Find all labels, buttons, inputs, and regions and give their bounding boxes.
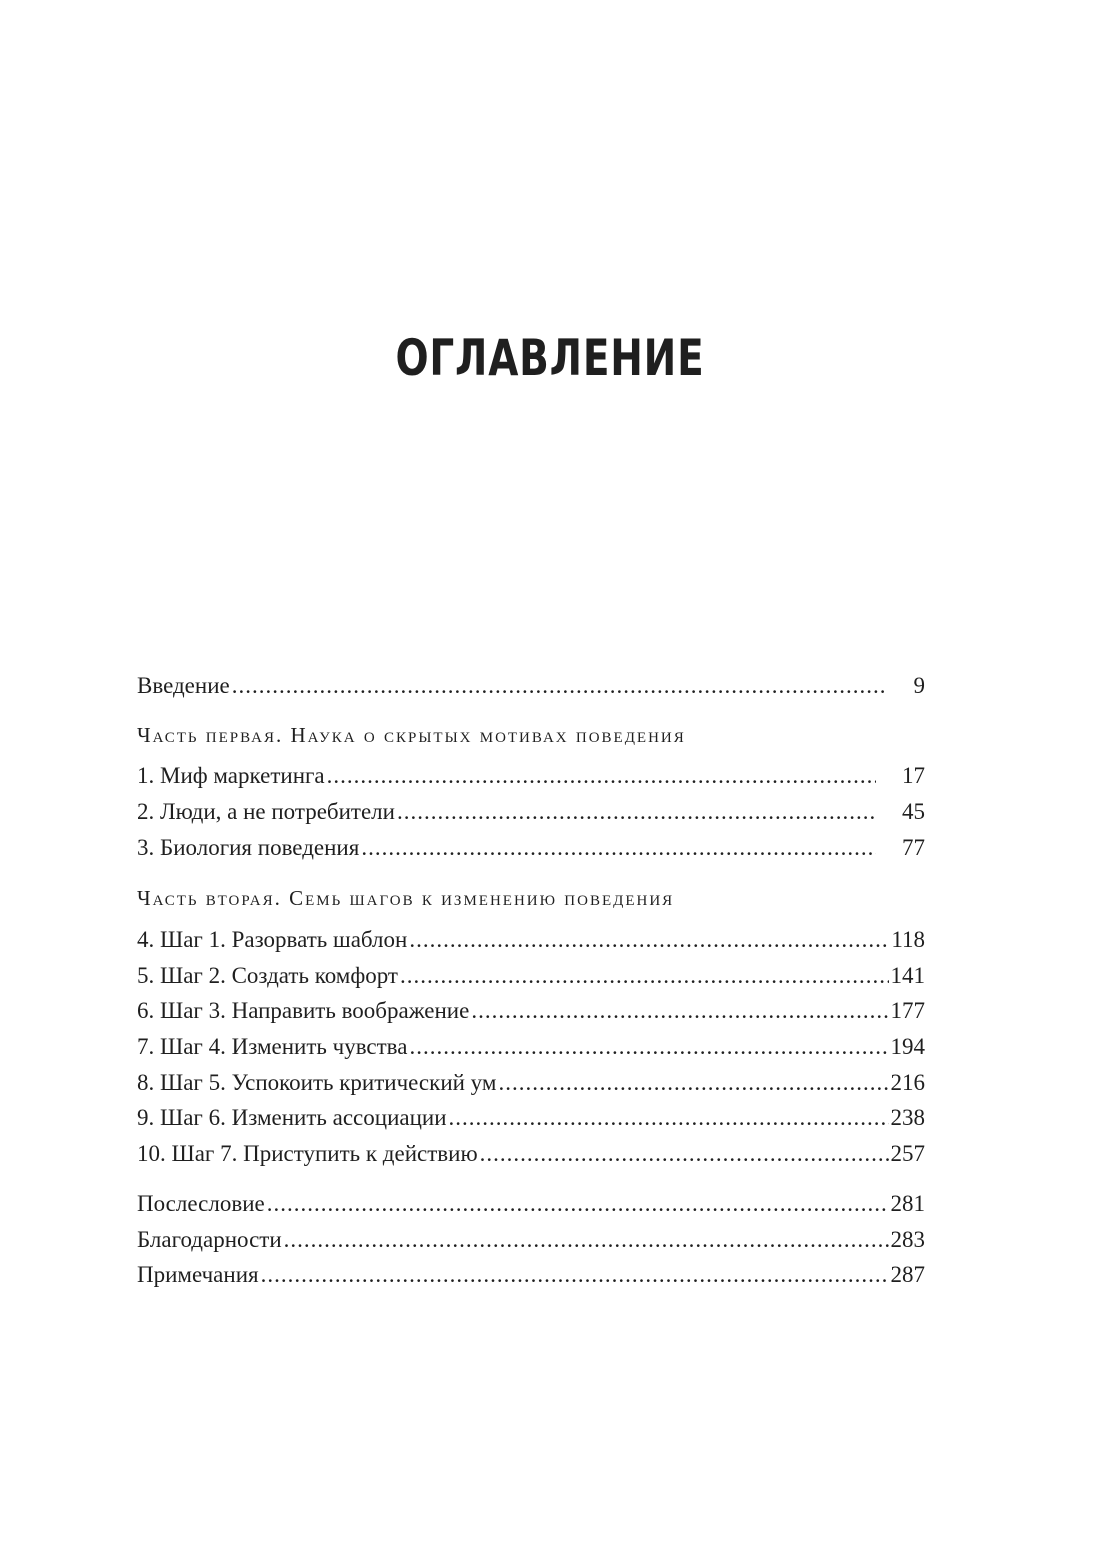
toc-entry-label: 3. Биология поведения xyxy=(137,835,360,860)
dot-leader xyxy=(267,1186,889,1222)
toc-entry-page: 118 xyxy=(891,927,925,952)
toc-entry-label: Введение xyxy=(137,673,230,698)
dot-leader xyxy=(409,922,889,958)
toc-entry-chapter-1[interactable] xyxy=(137,758,925,794)
toc-entry-label: 1. Миф маркетинга xyxy=(137,763,325,788)
toc-entry-chapter-8[interactable] xyxy=(137,1065,925,1101)
part-heading-first: Часть первая. Наука о скрытых мотивах поведения xyxy=(137,723,686,747)
toc-entry-acknowledgments[interactable] xyxy=(137,1222,925,1258)
table-of-contents xyxy=(137,0,925,1567)
dot-leader xyxy=(498,1065,888,1101)
toc-entry-introduction[interactable] xyxy=(137,668,925,704)
toc-entry-label: Благодарности xyxy=(137,1227,282,1252)
dot-leader xyxy=(284,1222,889,1258)
toc-entry-page: 17 xyxy=(902,763,925,788)
toc-entry-chapter-6[interactable] xyxy=(137,993,925,1029)
dot-leader xyxy=(327,758,876,794)
toc-entry-chapter-5[interactable] xyxy=(137,958,925,994)
dot-leader xyxy=(471,993,888,1029)
toc-entry-label: 6. Шаг 3. Направить воображение xyxy=(137,998,470,1023)
part-heading-second: Часть вторая. Семь шагов к изменению поведения xyxy=(137,886,675,910)
toc-entry-afterword[interactable] xyxy=(137,1186,925,1222)
toc-entry-page: 77 xyxy=(902,835,925,860)
toc-entry-chapter-2[interactable] xyxy=(137,794,925,830)
toc-entry-label: Примечания xyxy=(137,1262,259,1287)
toc-entry-label: 9. Шаг 6. Изменить ассоциации xyxy=(137,1105,447,1130)
toc-entry-page: 141 xyxy=(890,963,925,988)
toc-entry-label: 10. Шаг 7. Приступить к действию xyxy=(137,1141,478,1166)
toc-entry-page: 194 xyxy=(890,1034,925,1059)
dot-leader xyxy=(232,668,888,704)
toc-entry-chapter-3[interactable] xyxy=(137,830,925,866)
dot-leader xyxy=(261,1257,889,1293)
dot-leader xyxy=(449,1100,889,1136)
toc-entry-chapter-4[interactable] xyxy=(137,922,925,958)
toc-entry-page: 257 xyxy=(890,1141,925,1166)
toc-entry-label: 4. Шаг 1. Разорвать шаблон xyxy=(137,927,408,952)
dot-leader xyxy=(400,958,889,994)
toc-entry-page: 216 xyxy=(890,1070,925,1095)
toc-entry-label: 8. Шаг 5. Успокоить критический ум xyxy=(137,1070,497,1095)
toc-entry-page: 238 xyxy=(890,1105,925,1130)
toc-entry-chapter-7[interactable] xyxy=(137,1029,925,1065)
dot-leader xyxy=(409,1029,888,1065)
toc-entry-notes[interactable] xyxy=(137,1257,925,1293)
toc-entry-page: 45 xyxy=(902,799,925,824)
toc-entry-page: 177 xyxy=(890,998,925,1023)
dot-leader xyxy=(397,794,876,830)
toc-entry-label: 2. Люди, а не потребители xyxy=(137,799,395,824)
toc-entry-page: 283 xyxy=(890,1227,925,1252)
toc-entry-page: 9 xyxy=(913,673,925,698)
dot-leader xyxy=(361,830,876,866)
toc-entry-label: 7. Шаг 4. Изменить чувства xyxy=(137,1034,408,1059)
toc-entry-label: Послесловие xyxy=(137,1191,265,1216)
dot-leader xyxy=(480,1136,889,1172)
toc-entry-label: 5. Шаг 2. Создать комфорт xyxy=(137,963,398,988)
toc-entry-chapter-9[interactable] xyxy=(137,1100,925,1136)
toc-entry-chapter-10[interactable] xyxy=(137,1136,925,1172)
toc-entry-page: 281 xyxy=(890,1191,925,1216)
page-title: ОГЛАВЛЕНИЕ xyxy=(395,329,705,387)
toc-entry-page: 287 xyxy=(890,1262,925,1287)
